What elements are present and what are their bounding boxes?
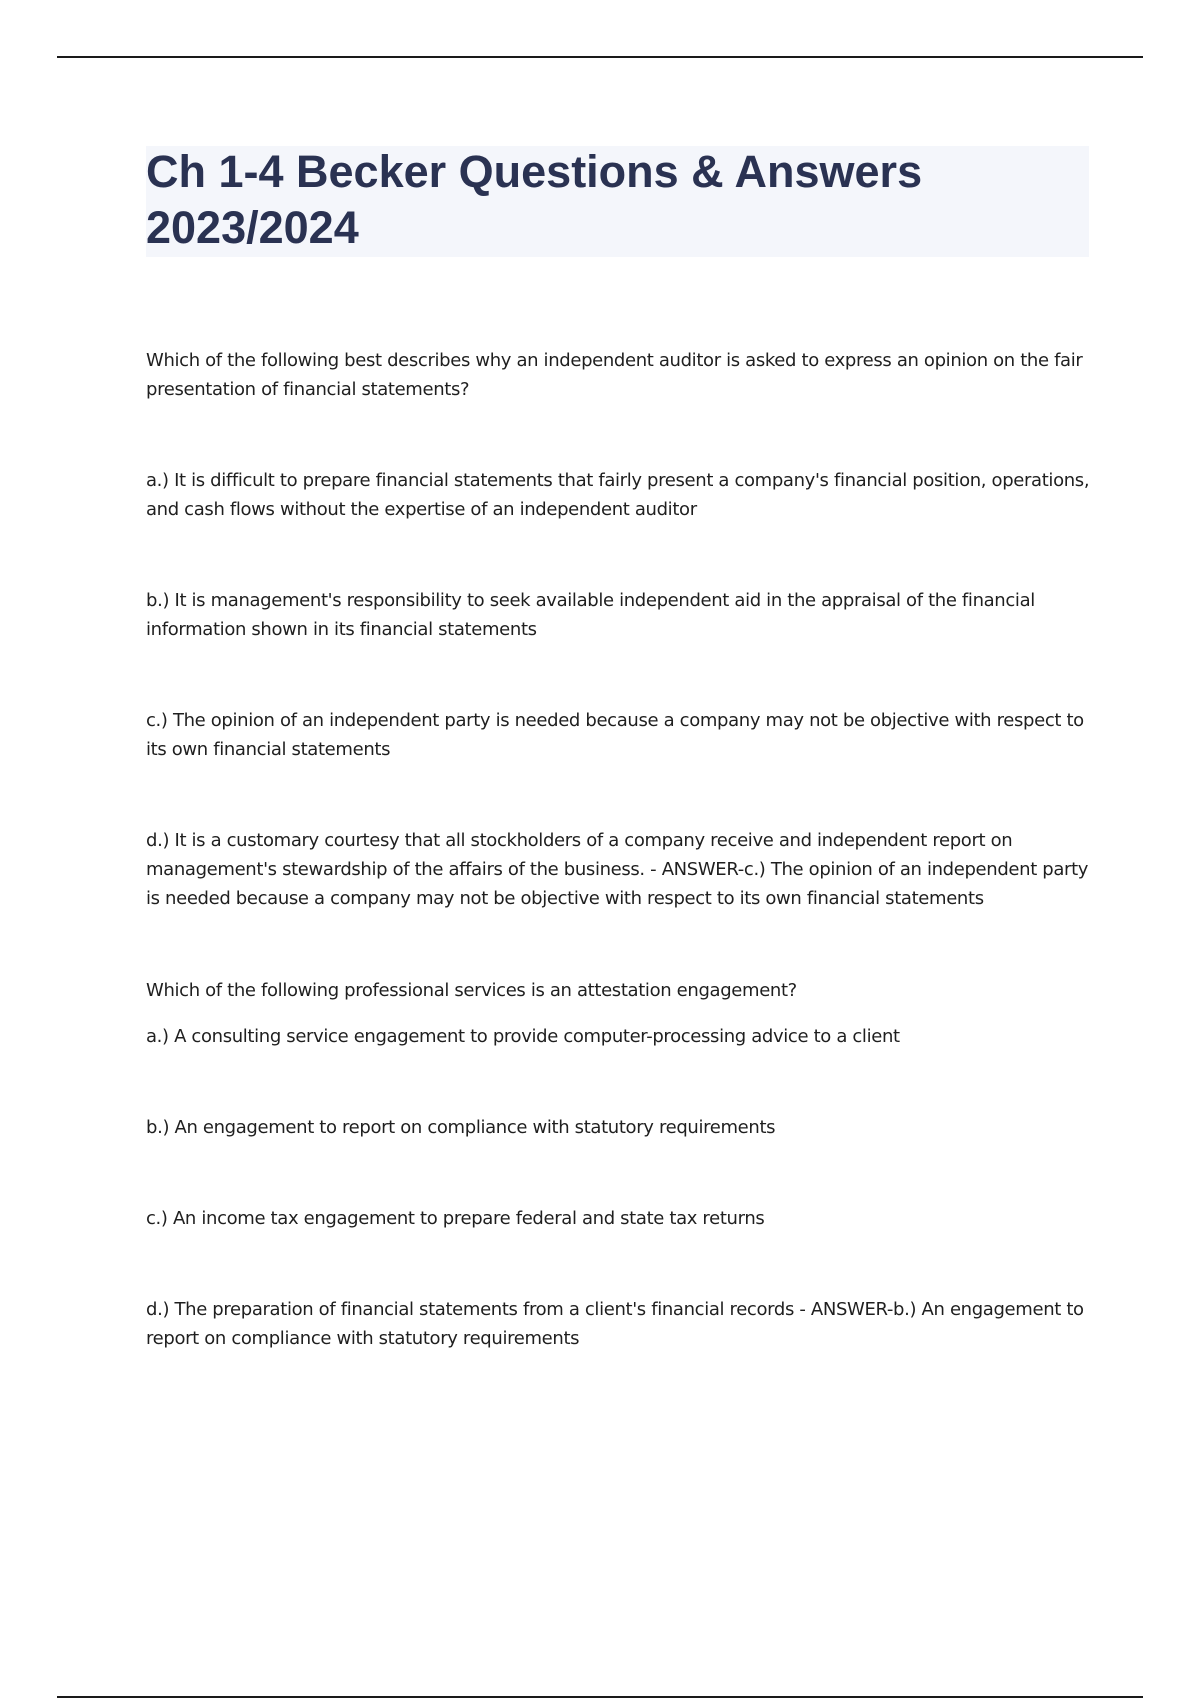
question-2-option-a: a.) A consulting service engagement to provide computer-processing advice to a client <box>146 1026 900 1047</box>
question-1-prompt: Which of the following best describes why an independent auditor is asked to express an opinion on the fair presentation of financial statements? <box>146 350 1083 400</box>
page-title: Ch 1-4 Becker Questions & Answers 2023/2024 <box>146 146 923 253</box>
question-1-option-b: b.) It is management's responsibility to seek available independent aid in the appraisal of the financial information shown in its financial statements <box>146 590 1035 640</box>
footer-rule <box>57 1696 1143 1698</box>
question-1-option-a: a.) It is difficult to prepare financial statements that fairly present a company's financial position, operations, and cash flows without the expertise of an independent auditor <box>146 470 1090 520</box>
question-2-option-c: c.) An income tax engagement to prepare federal and state tax returns <box>146 1208 765 1229</box>
question-1-option-d-with-answer: d.) It is a customary courtesy that all stockholders of a company receive and independent report on management's stewardship of the affairs of the business. - ANSWER-c.) The opinion of an independent party is needed because a company may not be objective with respect to its own financial statements <box>146 830 1089 909</box>
question-2-option-b: b.) An engagement to report on compliance with statutory requirements <box>146 1117 776 1138</box>
question-2-option-d-with-answer: d.) The preparation of financial statements from a client's financial records - ANSWER-b.) An engagement to report on compliance with statutory requirements <box>146 1299 1084 1349</box>
header-rule <box>57 56 1143 58</box>
question-2-prompt: Which of the following professional services is an attestation engagement? <box>146 980 797 1001</box>
question-1-option-c: c.) The opinion of an independent party is needed because a company may not be objective with respect to its own financial statements <box>146 710 1084 760</box>
